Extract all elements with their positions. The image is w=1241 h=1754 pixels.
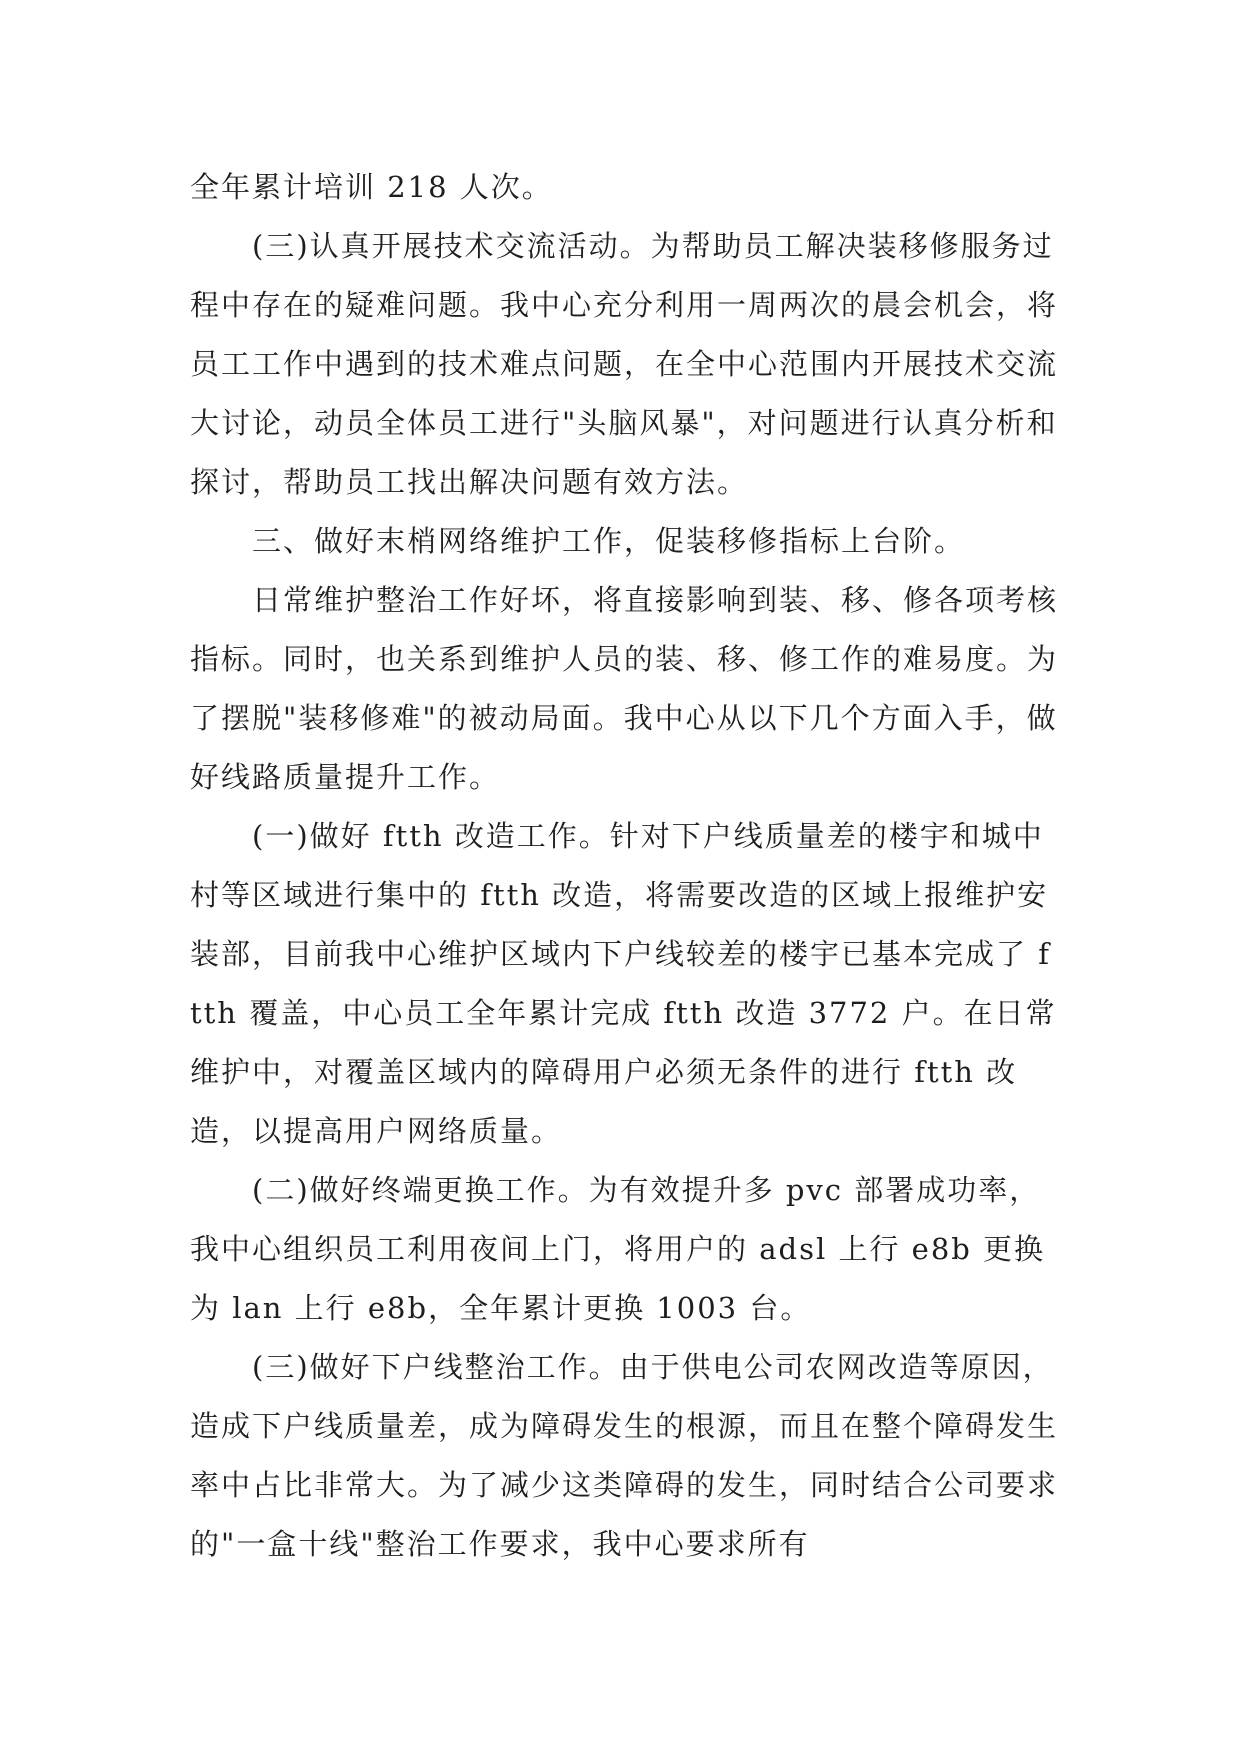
paragraph-ftth-upgrade: (一)做好 ftth 改造工作。针对下户线质量差的楼宇和城中村等区域进行集中的 ftth 改造，将需要改造的区域上报维护安装部，目前我中心维护区域内下户线较差的楼宇已基本完成了 ftth 覆盖，中心员工全年累计完成 ftth 改造 3772 户。在日常维护中，对覆盖区域内的障碍用户必须无条件的进行 ftth 改造，以提高用户网络质量。 [190,819,1057,1148]
paragraph-daily-maintenance: 日常维护整治工作好坏，将直接影响到装、移、修各项考核指标。同时，也关系到维护人员的装、移、修工作的难易度。为了摆脱"装移修难"的被动局面。我中心从以下几个方面入手，做好线路质量提升工作。 [190,583,1059,794]
section-heading-network-maintenance: 三、做好末梢网络维护工作，促装移修指标上台阶。 [252,524,966,558]
paragraph-training-total: 全年累计培训 218 人次。 [190,170,553,204]
document-body [190,158,1060,1574]
paragraph-tech-exchange: (三)认真开展技术交流活动。为帮助员工解决装移修服务过程中存在的疑难问题。我中心充分利用一周两次的晨会机会，将员工工作中遇到的技术难点问题，在全中心范围内开展技术交流大讨论，动员全体员工进行"头脑风暴"，对问题进行认真分析和探讨，帮助员工找出解决问题有效方法。 [190,229,1059,499]
paragraph-drop-line-remediation: (三)做好下户线整治工作。由于供电公司农网改造等原因，造成下户线质量差，成为障碍发生的根源，而且在整个障碍发生率中占比非常大。为了减少这类障碍的发生，同时结合公司要求的"一盒十线"整治工作要求，我中心要求所有 [190,1350,1059,1561]
paragraph-terminal-replacement: (二)做好终端更换工作。为有效提升多 pvc 部署成功率，我中心组织员工利用夜间上门，将用户的 adsl 上行 e8b 更换为 lan 上行 e8b，全年累计更换 1003 台。 [190,1173,1046,1325]
